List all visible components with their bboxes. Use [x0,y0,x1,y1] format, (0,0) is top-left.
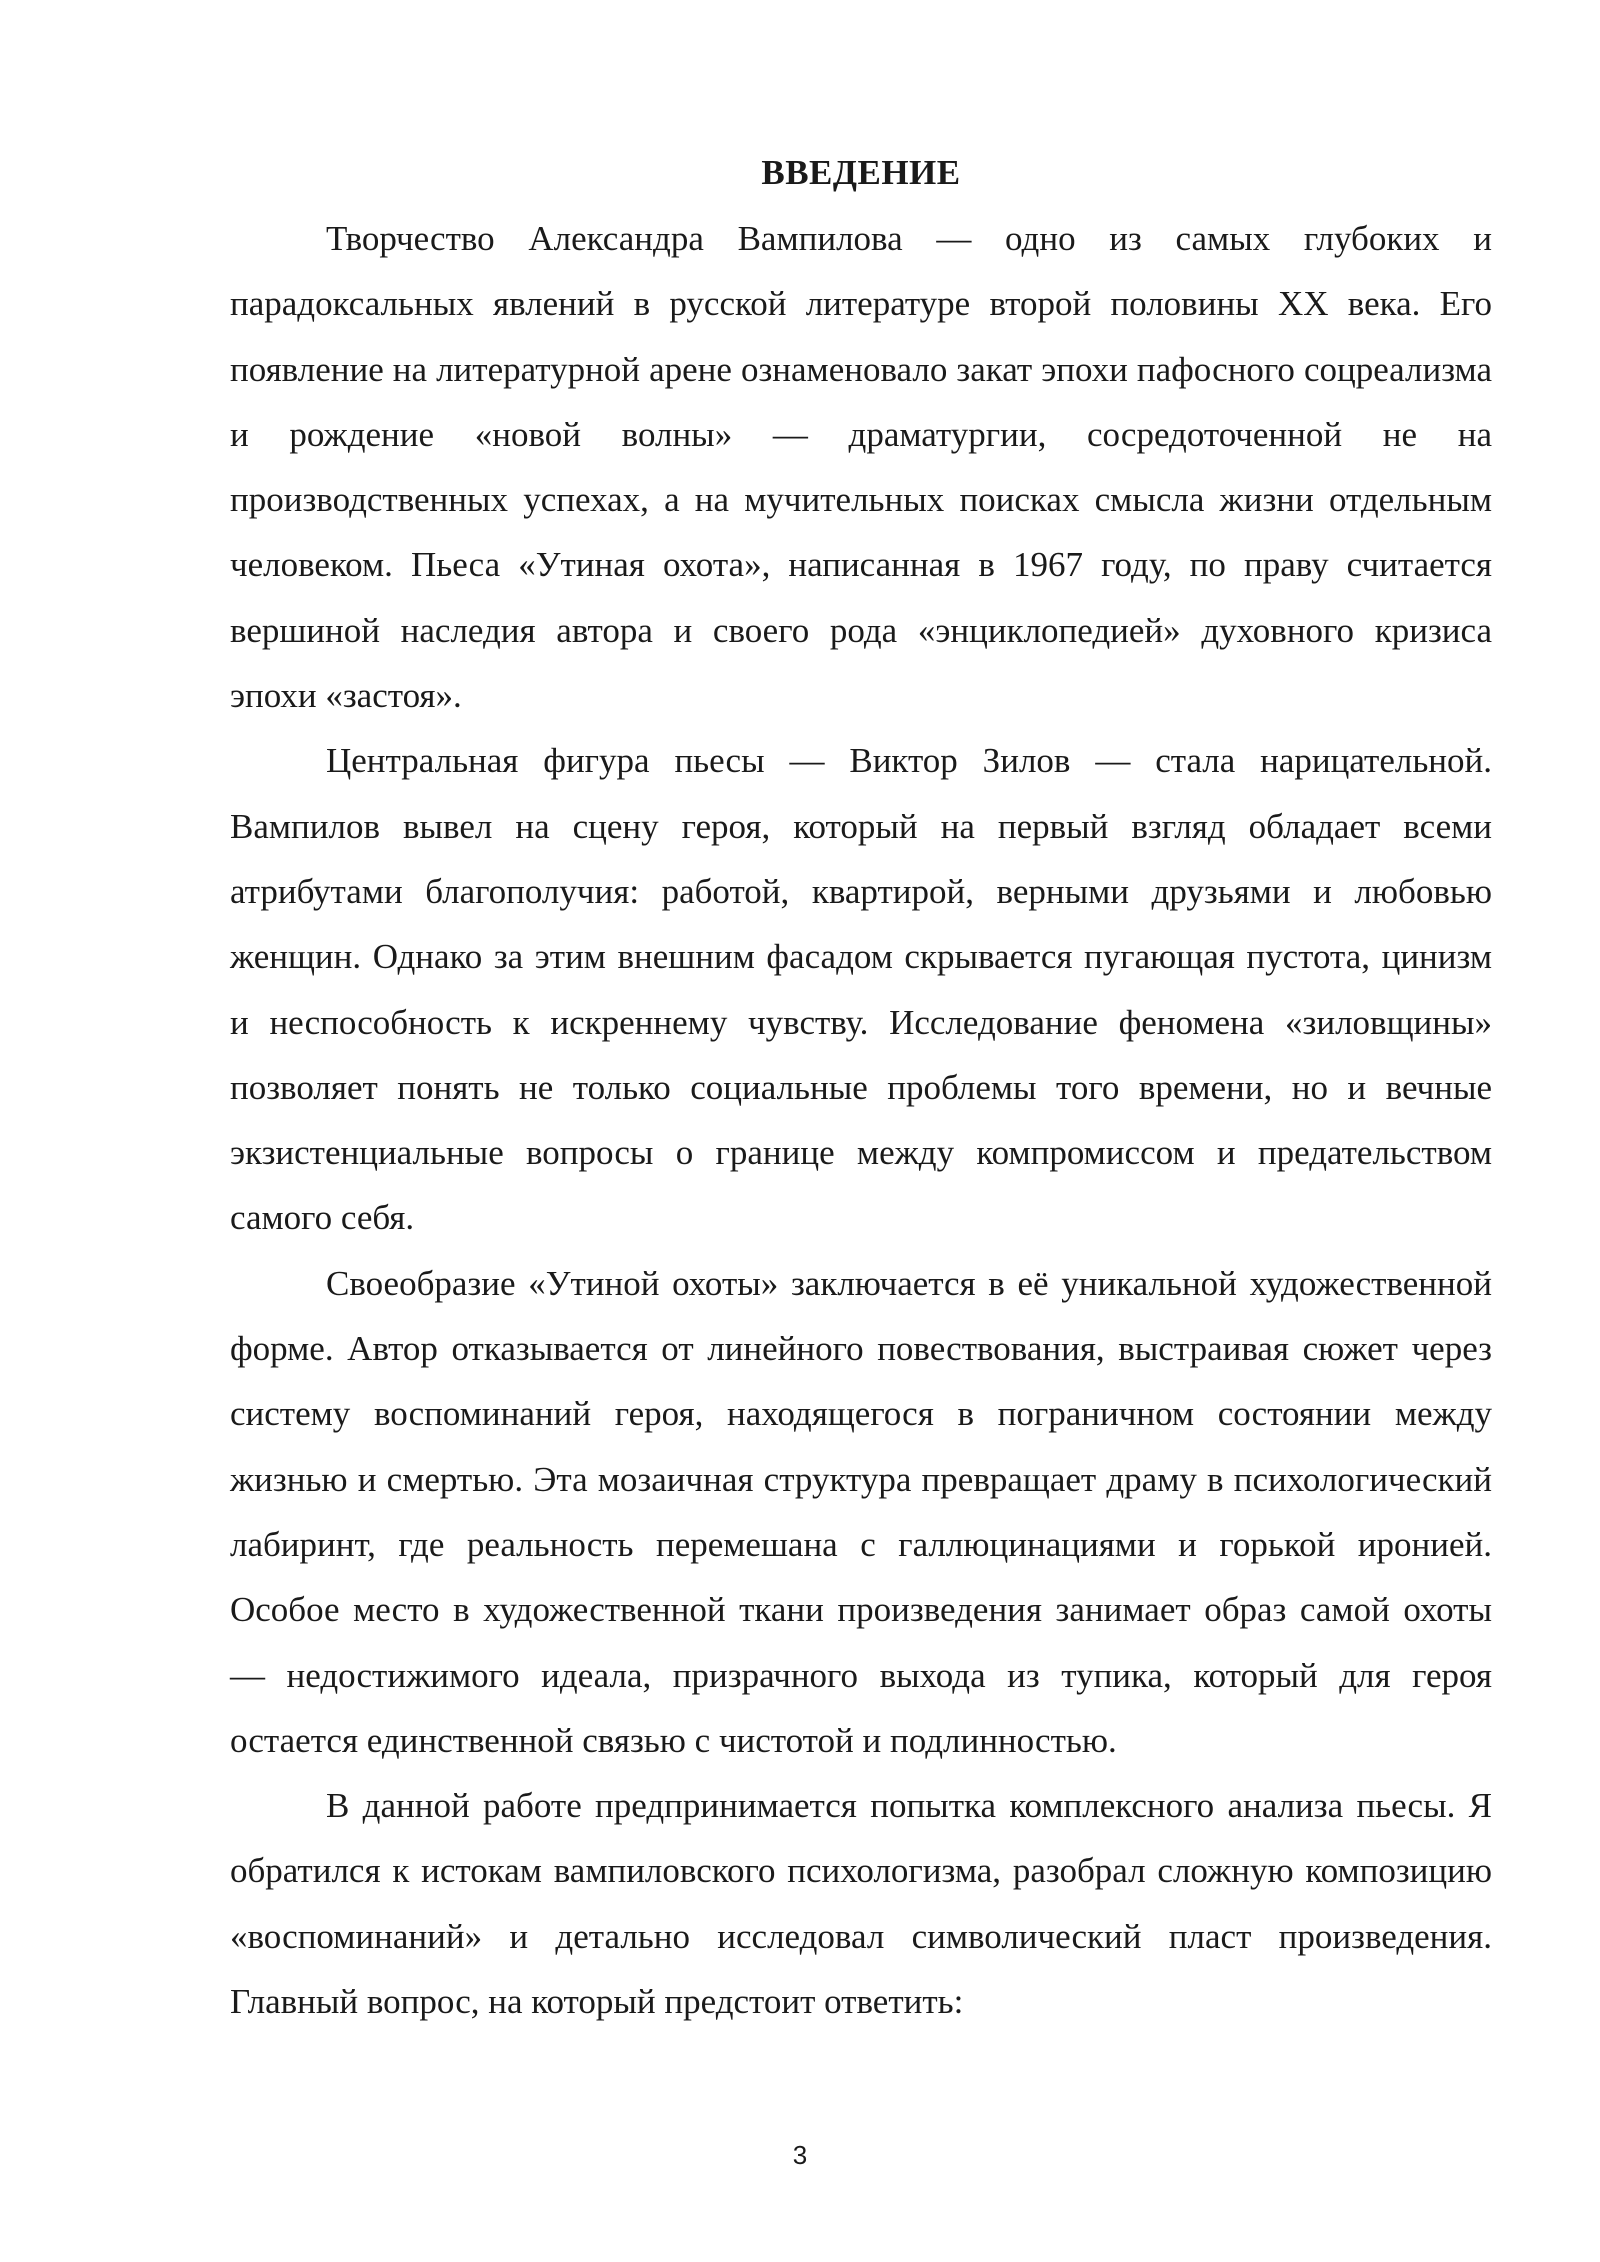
paragraph-1: Творчество Александра Вампилова — одно из самых глубоких и парадоксальных явлений в русской литературе второй половины XX века. Его появление на литературной арене ознаменовало закат эпохи пафосного соцреализма и рождение «новой волны» — драматургии, сосредоточенной не на производственных успехах, а на мучительных поисках смысла жизни отдельным человеком. Пьеса «Утиная охота», написанная в 1967 году, по праву считается вершиной наследия автора и своего рода «энциклопедией» духовного кризиса эпохи «застоя». [230,219,1492,716]
page-number: 3 [792,2140,808,2170]
page-content [230,148,1492,2034]
paragraph-3: Своеобразие «Утиной охоты» заключается в её уникальной художественной форме. Автор отказывается от линейного повествования, выстраивая сюжет через систему воспоминаний героя, находящегося в пограничном состоянии между жизнью и смертью. Эта мозаичная структура превращает драму в психологический лабиринт, где реальность перемешана с галлюцинациями и горькой иронией. Особое место в художественной ткани произведения занимает образ самой охоты — недостижимого идеала, призрачного выхода из тупика, который для героя остается единственной связью с чистотой и подлинностью. [230,1263,1492,1760]
section-heading: ВВЕДЕНИЕ [761,153,961,192]
paragraph-4: В данной работе предпринимается попытка комплексного анализа пьесы. Я обратился к истокам вампиловского психологизма, разобрал сложную композицию «воспоминаний» и детально исследовал символический пласт произведения. Главный вопрос, на который предстоит ответить: [230,1786,1492,2022]
paragraph-2: Центральная фигура пьесы — Виктор Зилов — стала нарицательной. Вампилов вывел на сцену героя, который на первый взгляд обладает всеми атрибутами благополучия: работой, квартирой, верными друзьями и любовью женщин. Однако за этим внешним фасадом скрывается пугающая пустота, цинизм и неспособность к искреннему чувству. Исследование феномена «зиловщины» позволяет понять не только социальные проблемы того времени, но и вечные экзистенциальные вопросы о границе между компромиссом и предательством самого себя. [230,741,1492,1238]
